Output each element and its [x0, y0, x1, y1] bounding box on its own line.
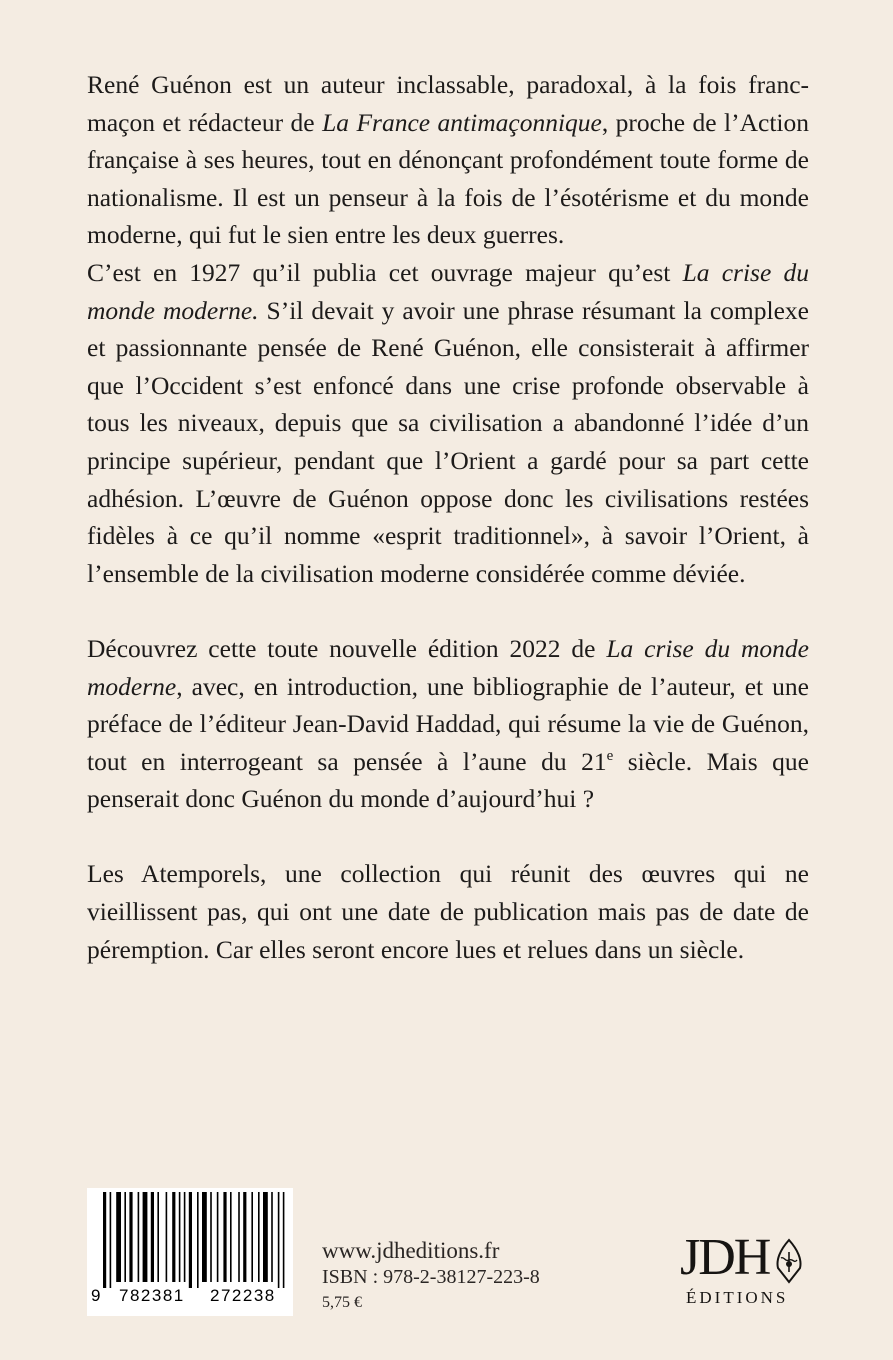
barcode-bar [157, 1192, 159, 1282]
paragraph-new-edition: Découvrez cette toute nouvelle édition 2022 de La crise du monde moderne, avec, en introduction, une bibliographie de l’auteur, et une préface de l’éditeur Jean-David Haddad, qui résume la vie de Guénon, tout en interrogeant sa pensée à l’aune du 21e siècle. Mais que penserait donc Guénon du monde d’aujourd’hui ? [87, 633, 809, 814]
barcode-bar [184, 1192, 186, 1282]
century-superscript: e [606, 747, 614, 764]
isbn-barcode [87, 1188, 293, 1316]
book-title-italic: La crise du monde moderne. [87, 257, 809, 325]
paragraph-intro: René Guénon est un auteur inclassable, paradoxal, à la fois franc-maçon et rédacteur de La France antimaçonnique, proche de l’Action française à ses heures, tout en dénonçant profondément toute forme de nationalisme. Il est un penseur à la fois de l’ésotérisme et du monde moderne, qui fut le sien entre les deux guerres. [87, 70, 809, 250]
barcode-right-group: 272238 [210, 1286, 276, 1305]
paragraph-book-summary: C’est en 1927 qu’il publia cet ouvrage majeur qu’est La crise du monde moderne. S’il devait y avoir une phrase résumant la complexe et passionnante pensée de René Guénon, elle consisterait à affirmer que l’Occident s’est enfoncé dans une crise profonde observable à tous les niveaux, depuis que sa civilisation a abandonné l’idée d’un principe supérieur, pendant que l’Orient a gardé pour sa part cette adhésion. L’œuvre de Guénon oppose donc les civilisations restées fidèles à ce qu’il nomme «esprit traditionnel», à savoir l’Orient, à l’ensemble de la civilisation moderne considérée comme déviée. [87, 257, 809, 588]
publisher-info [322, 1238, 540, 1316]
title-la-france-antimaconnique: La France antimaçonnique [322, 107, 602, 137]
barcode-bar [202, 1192, 207, 1282]
barcode-bar [138, 1192, 140, 1282]
barcode-bar [283, 1192, 285, 1288]
barcode-bar [263, 1192, 268, 1282]
barcode-bar [129, 1192, 132, 1282]
logo-subtitle: ÉDITIONS [686, 1288, 789, 1307]
barcode-bar [258, 1192, 260, 1282]
barcode-bar [110, 1192, 112, 1288]
barcode-bar [143, 1192, 148, 1282]
barcode-bar [151, 1192, 154, 1282]
barcode-bar [278, 1192, 280, 1288]
barcode-bar [197, 1192, 199, 1288]
barcode-bar [210, 1192, 212, 1282]
barcode-bar [217, 1192, 219, 1282]
barcode-left-group: 782381 [119, 1286, 185, 1305]
price: 5,75 € [322, 1294, 362, 1311]
barcode-first-digit: 9 [91, 1286, 102, 1305]
website-url: www.jdheditions.fr [322, 1238, 500, 1263]
publisher-logo [680, 1229, 810, 1312]
barcode-bar [243, 1192, 246, 1282]
back-cover-text [87, 66, 809, 968]
barcode-bar [271, 1192, 273, 1282]
barcode-bar [251, 1192, 253, 1282]
logo-wordmark: JDH [680, 1229, 770, 1286]
barcode-bar [179, 1192, 181, 1282]
paragraph-collection: Les Atemporels, une collection qui réunit des œuvres qui ne vieillissent pas, qui ont une date de publication mais pas de date de péremption. Car elles seront encore lues et relues dans un siècle. [87, 859, 809, 964]
barcode-bar [166, 1192, 168, 1282]
book-title-italic: La crise du monde moderne [87, 633, 809, 701]
barcode-bar [230, 1192, 232, 1282]
barcode-bar [189, 1192, 192, 1288]
barcode-bar [103, 1192, 106, 1288]
barcode-bar [172, 1192, 175, 1282]
barcode-bar [223, 1192, 226, 1282]
barcode-bar [238, 1192, 240, 1282]
barcode-bar [124, 1192, 126, 1282]
pen-nib-icon [772, 1238, 806, 1284]
isbn-number: ISBN : 978-2-38127-223-8 [322, 1266, 540, 1288]
barcode-bar [116, 1192, 121, 1282]
